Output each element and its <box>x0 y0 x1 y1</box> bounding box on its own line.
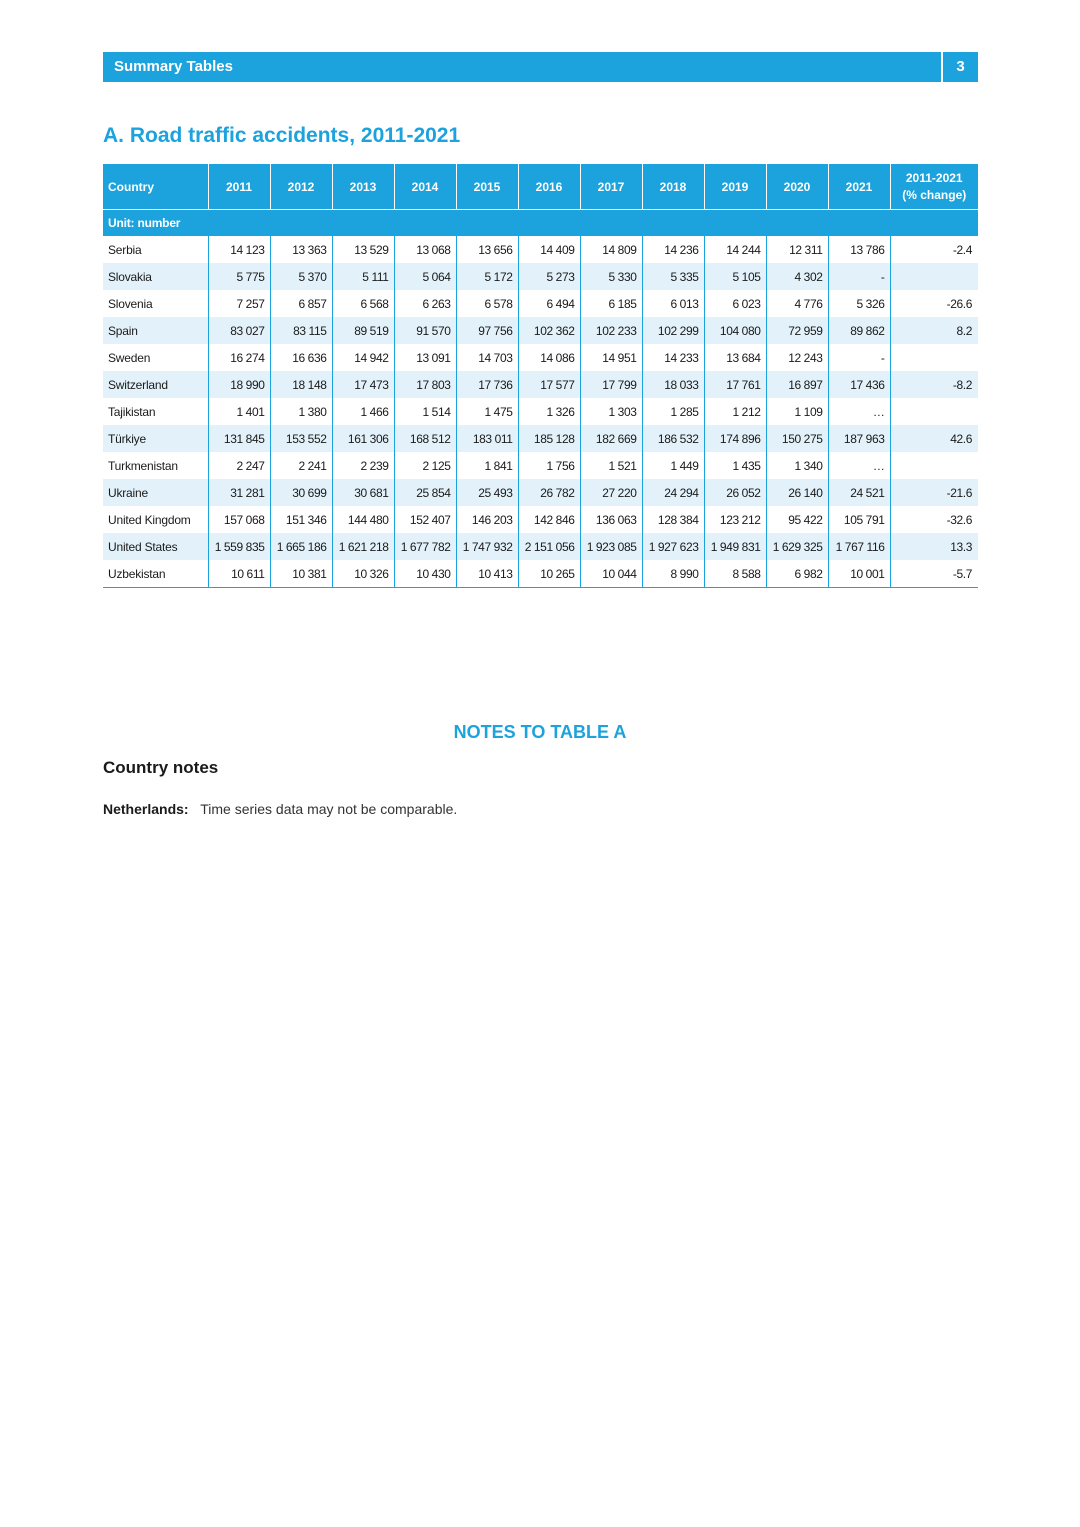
value-cell: 186 532 <box>642 425 704 452</box>
value-cell: 168 512 <box>394 425 456 452</box>
change-cell <box>890 263 978 290</box>
value-cell: 1 756 <box>518 452 580 479</box>
value-cell: 97 756 <box>456 317 518 344</box>
value-cell: 1 380 <box>270 398 332 425</box>
change-cell <box>890 398 978 425</box>
value-cell: 5 172 <box>456 263 518 290</box>
value-cell: 1 841 <box>456 452 518 479</box>
page-number: 3 <box>943 52 978 82</box>
table-row <box>103 236 978 263</box>
value-cell: 10 381 <box>270 560 332 588</box>
column-header-2021: 2021 <box>828 164 890 210</box>
value-cell: 17 761 <box>704 371 766 398</box>
value-cell: 26 140 <box>766 479 828 506</box>
value-cell: 1 747 932 <box>456 533 518 560</box>
value-cell: 102 233 <box>580 317 642 344</box>
change-cell: -32.6 <box>890 506 978 533</box>
value-cell: 24 521 <box>828 479 890 506</box>
value-cell: 1 629 325 <box>766 533 828 560</box>
table-row <box>103 344 978 371</box>
column-header-change-unit: (% change) <box>902 187 967 202</box>
unit-row <box>103 210 978 237</box>
table-row <box>103 425 978 452</box>
value-cell: 17 736 <box>456 371 518 398</box>
value-cell: 6 494 <box>518 290 580 317</box>
value-cell: 12 311 <box>766 236 828 263</box>
table-row <box>103 506 978 533</box>
table-row <box>103 560 978 588</box>
value-cell: 1 326 <box>518 398 580 425</box>
country-notes-heading: Country notes <box>103 758 219 777</box>
value-cell: 1 949 831 <box>704 533 766 560</box>
value-cell: 1 475 <box>456 398 518 425</box>
value-cell: 14 086 <box>518 344 580 371</box>
value-cell: 8 588 <box>704 560 766 588</box>
country-cell: Türkiye <box>103 425 208 452</box>
country-cell: Turkmenistan <box>103 452 208 479</box>
value-cell: … <box>828 398 890 425</box>
value-cell: 157 068 <box>208 506 270 533</box>
table-header-row <box>103 164 978 210</box>
table-row <box>103 533 978 560</box>
note-item <box>103 801 457 817</box>
country-cell: Serbia <box>103 236 208 263</box>
value-cell: 13 786 <box>828 236 890 263</box>
change-cell <box>890 344 978 371</box>
value-cell: … <box>828 452 890 479</box>
value-cell: 14 409 <box>518 236 580 263</box>
value-cell: 13 068 <box>394 236 456 263</box>
value-cell: 123 212 <box>704 506 766 533</box>
column-header-country: Country <box>103 164 208 210</box>
column-header-change-range: 2011-2021 <box>905 170 963 185</box>
column-header-2019: 2019 <box>704 164 766 210</box>
country-cell: Switzerland <box>103 371 208 398</box>
value-cell: 6 013 <box>642 290 704 317</box>
value-cell: 10 044 <box>580 560 642 588</box>
value-cell: 6 857 <box>270 290 332 317</box>
value-cell: 2 239 <box>332 452 394 479</box>
change-cell <box>890 452 978 479</box>
value-cell: 10 326 <box>332 560 394 588</box>
value-cell: 26 782 <box>518 479 580 506</box>
value-cell: 152 407 <box>394 506 456 533</box>
value-cell: 1 677 782 <box>394 533 456 560</box>
column-header-2018: 2018 <box>642 164 704 210</box>
value-cell: 30 681 <box>332 479 394 506</box>
value-cell: 7 257 <box>208 290 270 317</box>
value-cell: 14 123 <box>208 236 270 263</box>
value-cell: 5 370 <box>270 263 332 290</box>
value-cell: 83 027 <box>208 317 270 344</box>
value-cell: 102 362 <box>518 317 580 344</box>
value-cell: 25 854 <box>394 479 456 506</box>
value-cell: 16 274 <box>208 344 270 371</box>
value-cell: 10 265 <box>518 560 580 588</box>
value-cell: 10 001 <box>828 560 890 588</box>
column-header-2017: 2017 <box>580 164 642 210</box>
column-header-2016: 2016 <box>518 164 580 210</box>
column-header-2012: 2012 <box>270 164 332 210</box>
value-cell: 12 243 <box>766 344 828 371</box>
notes-title: NOTES TO TABLE A <box>453 722 627 742</box>
value-cell: 10 611 <box>208 560 270 588</box>
value-cell: 27 220 <box>580 479 642 506</box>
value-cell: 5 105 <box>704 263 766 290</box>
table-row <box>103 263 978 290</box>
table-row <box>103 479 978 506</box>
value-cell: 5 111 <box>332 263 394 290</box>
table-row <box>103 398 978 425</box>
country-cell: United Kingdom <box>103 506 208 533</box>
value-cell: 6 023 <box>704 290 766 317</box>
value-cell: 14 236 <box>642 236 704 263</box>
value-cell: 5 335 <box>642 263 704 290</box>
country-cell: Spain <box>103 317 208 344</box>
country-cell: Sweden <box>103 344 208 371</box>
value-cell: 72 959 <box>766 317 828 344</box>
value-cell: 142 846 <box>518 506 580 533</box>
value-cell: 1 109 <box>766 398 828 425</box>
value-cell: 1 621 218 <box>332 533 394 560</box>
value-cell: 136 063 <box>580 506 642 533</box>
column-header-2013: 2013 <box>332 164 394 210</box>
change-cell: -26.6 <box>890 290 978 317</box>
value-cell: 10 413 <box>456 560 518 588</box>
value-cell: 1 401 <box>208 398 270 425</box>
value-cell: 153 552 <box>270 425 332 452</box>
value-cell: 1 927 623 <box>642 533 704 560</box>
value-cell: 10 430 <box>394 560 456 588</box>
value-cell: 17 577 <box>518 371 580 398</box>
value-cell: 1 514 <box>394 398 456 425</box>
change-cell: -5.7 <box>890 560 978 588</box>
change-cell: 42.6 <box>890 425 978 452</box>
value-cell: 5 775 <box>208 263 270 290</box>
column-header-2015: 2015 <box>456 164 518 210</box>
country-cell: Slovakia <box>103 263 208 290</box>
value-cell: 1 303 <box>580 398 642 425</box>
value-cell: 183 011 <box>456 425 518 452</box>
table-row <box>103 317 978 344</box>
note-label: Netherlands: <box>103 801 189 817</box>
value-cell: 14 233 <box>642 344 704 371</box>
country-cell: Tajikistan <box>103 398 208 425</box>
table-row <box>103 290 978 317</box>
value-cell: 8 990 <box>642 560 704 588</box>
value-cell: 26 052 <box>704 479 766 506</box>
value-cell: 2 125 <box>394 452 456 479</box>
value-cell: 25 493 <box>456 479 518 506</box>
value-cell: 17 803 <box>394 371 456 398</box>
value-cell: 1 449 <box>642 452 704 479</box>
unit-label: Unit: number <box>103 210 978 237</box>
value-cell: 1 340 <box>766 452 828 479</box>
value-cell: 102 299 <box>642 317 704 344</box>
value-cell: 131 845 <box>208 425 270 452</box>
change-cell: -8.2 <box>890 371 978 398</box>
value-cell: 13 091 <box>394 344 456 371</box>
change-cell: -21.6 <box>890 479 978 506</box>
value-cell: 128 384 <box>642 506 704 533</box>
value-cell: 18 148 <box>270 371 332 398</box>
value-cell: 161 306 <box>332 425 394 452</box>
value-cell: 16 897 <box>766 371 828 398</box>
value-cell: 6 185 <box>580 290 642 317</box>
value-cell: 95 422 <box>766 506 828 533</box>
value-cell: 1 559 835 <box>208 533 270 560</box>
note-text: Time series data may not be comparable. <box>200 801 458 817</box>
value-cell: 14 244 <box>704 236 766 263</box>
value-cell: 31 281 <box>208 479 270 506</box>
column-header-2011: 2011 <box>208 164 270 210</box>
value-cell: 2 241 <box>270 452 332 479</box>
value-cell: - <box>828 344 890 371</box>
country-cell: Slovenia <box>103 290 208 317</box>
change-cell: 8.2 <box>890 317 978 344</box>
value-cell: 13 529 <box>332 236 394 263</box>
value-cell: 1 521 <box>580 452 642 479</box>
header-bar <box>103 52 978 82</box>
change-cell: 13.3 <box>890 533 978 560</box>
value-cell: 105 791 <box>828 506 890 533</box>
column-header-change <box>890 164 978 210</box>
value-cell: 4 776 <box>766 290 828 317</box>
value-cell: 185 128 <box>518 425 580 452</box>
value-cell: 18 990 <box>208 371 270 398</box>
value-cell: 151 346 <box>270 506 332 533</box>
value-cell: 1 665 186 <box>270 533 332 560</box>
value-cell: 5 064 <box>394 263 456 290</box>
value-cell: 150 275 <box>766 425 828 452</box>
value-cell: 17 436 <box>828 371 890 398</box>
change-cell: -2.4 <box>890 236 978 263</box>
value-cell: 30 699 <box>270 479 332 506</box>
value-cell: 144 480 <box>332 506 394 533</box>
value-cell: 24 294 <box>642 479 704 506</box>
road-accidents-table <box>103 164 978 588</box>
value-cell: 1 435 <box>704 452 766 479</box>
value-cell: 146 203 <box>456 506 518 533</box>
value-cell: 174 896 <box>704 425 766 452</box>
column-header-2014: 2014 <box>394 164 456 210</box>
section-title: A. Road traffic accidents, 2011-2021 <box>103 124 461 147</box>
country-cell: Uzbekistan <box>103 560 208 588</box>
header-title: Summary Tables <box>103 52 941 82</box>
value-cell: 2 247 <box>208 452 270 479</box>
road-accidents-table-container <box>103 164 978 588</box>
value-cell: 14 809 <box>580 236 642 263</box>
value-cell: 6 568 <box>332 290 394 317</box>
value-cell: 1 923 085 <box>580 533 642 560</box>
value-cell: 13 656 <box>456 236 518 263</box>
value-cell: 13 684 <box>704 344 766 371</box>
value-cell: 17 799 <box>580 371 642 398</box>
value-cell: 6 982 <box>766 560 828 588</box>
value-cell: 1 466 <box>332 398 394 425</box>
value-cell: 5 273 <box>518 263 580 290</box>
column-header-2020: 2020 <box>766 164 828 210</box>
country-cell: United States <box>103 533 208 560</box>
value-cell: 89 862 <box>828 317 890 344</box>
value-cell: 91 570 <box>394 317 456 344</box>
value-cell: 187 963 <box>828 425 890 452</box>
value-cell: 16 636 <box>270 344 332 371</box>
value-cell: - <box>828 263 890 290</box>
value-cell: 83 115 <box>270 317 332 344</box>
table-row <box>103 452 978 479</box>
value-cell: 5 330 <box>580 263 642 290</box>
value-cell: 6 263 <box>394 290 456 317</box>
value-cell: 17 473 <box>332 371 394 398</box>
value-cell: 14 942 <box>332 344 394 371</box>
value-cell: 6 578 <box>456 290 518 317</box>
value-cell: 4 302 <box>766 263 828 290</box>
value-cell: 13 363 <box>270 236 332 263</box>
value-cell: 1 767 116 <box>828 533 890 560</box>
value-cell: 18 033 <box>642 371 704 398</box>
value-cell: 5 326 <box>828 290 890 317</box>
country-cell: Ukraine <box>103 479 208 506</box>
value-cell: 14 951 <box>580 344 642 371</box>
value-cell: 2 151 056 <box>518 533 580 560</box>
value-cell: 1 212 <box>704 398 766 425</box>
value-cell: 182 669 <box>580 425 642 452</box>
value-cell: 89 519 <box>332 317 394 344</box>
table-row <box>103 371 978 398</box>
value-cell: 14 703 <box>456 344 518 371</box>
value-cell: 104 080 <box>704 317 766 344</box>
value-cell: 1 285 <box>642 398 704 425</box>
